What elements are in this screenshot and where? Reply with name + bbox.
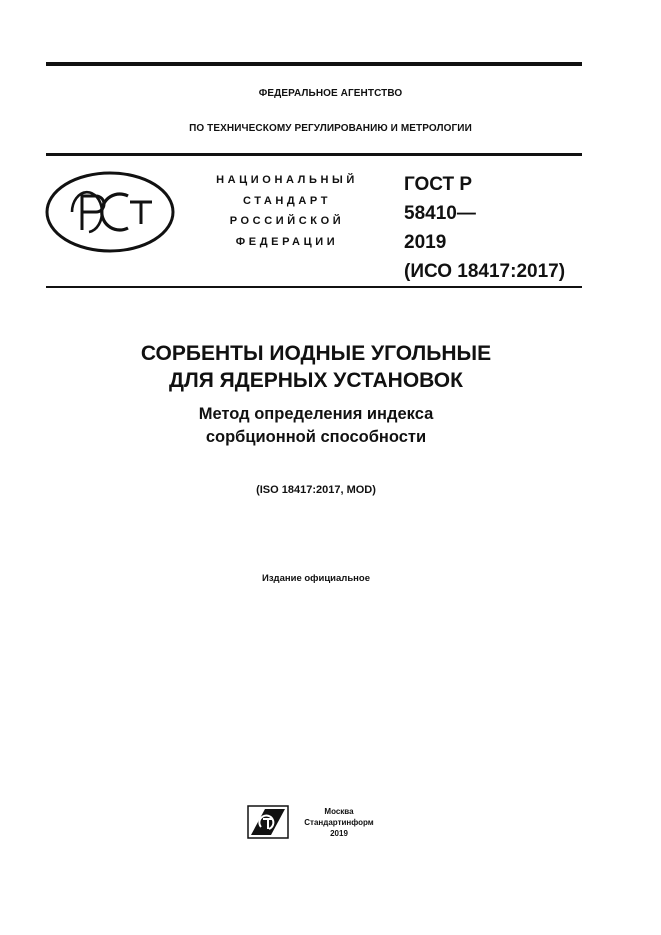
publisher-info [296, 806, 382, 839]
gost-line: 58410— [404, 203, 476, 224]
standartinform-logo-icon [247, 805, 289, 839]
gost-line: 2019 [404, 232, 447, 253]
top-rule [46, 62, 582, 66]
national-line: РОССИЙСКОЙ [229, 215, 345, 227]
document-title [0, 340, 632, 394]
gost-designation [404, 170, 565, 286]
iso-reference: (ISO 18417:2017, MOD) [256, 484, 376, 496]
gost-line: (ИСО 18417:2017) [404, 261, 566, 282]
national-line: НАЦИОНАЛЬНЫЙ [216, 174, 358, 186]
national-line: СТАНДАРТ [242, 194, 332, 207]
header-rule [46, 153, 582, 156]
publisher-year: 2019 [330, 829, 348, 838]
national-line: ФЕДЕРАЦИИ [235, 235, 339, 248]
title-line: ДЛЯ ЯДЕРНЫХ УСТАНОВОК [169, 369, 463, 392]
subtitle-line: сорбционной способности [205, 428, 427, 446]
document-subtitle [0, 403, 632, 449]
publisher-name: Стандартинформ [304, 818, 374, 827]
agency-name-line1: ФЕДЕРАЛЬНОЕ АГЕНТСТВО [258, 88, 403, 99]
agency-name-line2: ПО ТЕХНИЧЕСКОМУ РЕГУЛИРОВАНИЮ И МЕТРОЛОГИИ [189, 123, 472, 134]
gost-line: ГОСТ Р [404, 174, 473, 195]
national-standard-label [196, 170, 378, 252]
block-rule [46, 286, 582, 288]
edition-label: Издание официальное [262, 573, 370, 584]
rst-emblem-icon [44, 170, 176, 254]
subtitle-line: Метод определения индекса [198, 405, 434, 423]
title-line: СОРБЕНТЫ ИОДНЫЕ УГОЛЬНЫЕ [140, 342, 492, 365]
publisher-city: Москва [324, 807, 354, 816]
